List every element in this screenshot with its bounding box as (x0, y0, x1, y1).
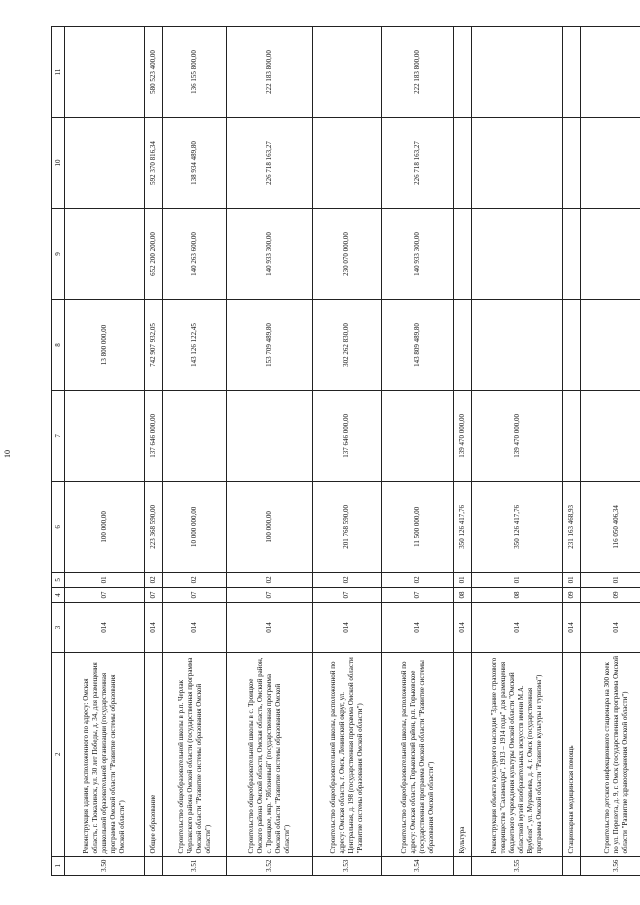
value-cell (227, 390, 312, 481)
value-cell (454, 27, 472, 118)
table-row (227, 27, 312, 876)
table-row (562, 27, 580, 876)
value-cell: 01 (454, 572, 472, 587)
row-name-cell: Строительство общеобразовательной школы, расположенной по адресу: Омская область, г. Омск, Ленинский округ, ул. Центральная, д. 198 (государственная программа Омской области "Развитие системы образования Омской области") (312, 652, 382, 856)
row-name-cell: Строительство общеобразовательной школы в с. Троицкое Омского района Омской области, Омская область, Омский район, с. Троицкое, мкр. "Яблоневый" (государственная программа Омской области "Развитие системы образования Омской области") (227, 652, 312, 856)
row-number-cell: 3.51 (162, 856, 226, 875)
value-cell: 13 800 000,00 (65, 299, 145, 390)
value-cell: 01 (472, 572, 562, 587)
value-cell: 231 163 468,93 (562, 481, 580, 572)
col-header: 1 (52, 856, 65, 875)
value-cell (580, 390, 640, 481)
value-cell: 08 (472, 587, 562, 602)
value-cell: 01 (562, 572, 580, 587)
value-cell (562, 27, 580, 118)
value-cell (312, 118, 382, 209)
col-header: 8 (52, 299, 65, 390)
budget-table (51, 26, 640, 876)
row-number-cell: 3.52 (227, 856, 312, 875)
value-cell: 143 126 122,45 (162, 299, 226, 390)
value-cell: 143 809 489,80 (382, 299, 454, 390)
value-cell: 014 (162, 603, 226, 653)
value-cell (382, 390, 454, 481)
row-name-cell: Общее образование (144, 652, 162, 856)
table-row (312, 27, 382, 876)
value-cell: 742 907 932,05 (144, 299, 162, 390)
value-cell: 153 709 489,80 (227, 299, 312, 390)
value-cell (65, 118, 145, 209)
row-name-cell: Реконструкция объекта культурного наследия "Здание страхового товарищества "Саламандра", 1913 – 1914 годы" для размещения бюджетного учреждения культуры Омской области "Омский областной музей изобразительных искусств имени М.А. Врубеля", ул. Муравьева, д. 4, г. Омск (государственная программа Омской области "Развитие культуры и туризма") (472, 652, 562, 856)
value-cell: 100 000,00 (65, 481, 145, 572)
table-row (65, 27, 145, 876)
value-cell: 014 (580, 603, 640, 653)
value-cell: 02 (382, 572, 454, 587)
row-number-cell: 3.54 (382, 856, 454, 875)
value-cell: 08 (454, 587, 472, 602)
value-cell (580, 118, 640, 209)
row-number-cell: 3.53 (312, 856, 382, 875)
row-name-cell: Стационарная медицинская помощь (562, 652, 580, 856)
value-cell: 014 (65, 603, 145, 653)
value-cell: 07 (312, 587, 382, 602)
value-cell: 140 933 300,00 (382, 209, 454, 300)
value-cell (580, 209, 640, 300)
table-row (144, 27, 162, 876)
row-number-cell (562, 856, 580, 875)
budget-table-sheet (51, 26, 640, 876)
value-cell: 116 050 406,34 (580, 481, 640, 572)
value-cell: 592 370 816,34 (144, 118, 162, 209)
value-cell: 09 (580, 587, 640, 602)
row-number-cell: 3.56 (580, 856, 640, 875)
value-cell: 140 933 300,00 (227, 209, 312, 300)
value-cell: 014 (454, 603, 472, 653)
col-header: 4 (52, 587, 65, 602)
table-row (162, 27, 226, 876)
col-header: 5 (52, 572, 65, 587)
row-name-cell: Реконструкция здания, расположенного по адресу: Омская область, г. Тюкалинск, ул. 30 лет Победы, д. 34, для размещения дошкольной образовательной организации (государственная программа Омской области "Развитие системы образования Омской области") (65, 652, 145, 856)
row-number-cell: 3.50 (65, 856, 145, 875)
header-row (52, 27, 65, 876)
value-cell (562, 209, 580, 300)
value-cell: 137 646 000,00 (312, 390, 382, 481)
value-cell (562, 390, 580, 481)
row-number-cell (144, 856, 162, 875)
value-cell: 014 (382, 603, 454, 653)
value-cell: 02 (162, 572, 226, 587)
value-cell (454, 299, 472, 390)
col-header: 6 (52, 481, 65, 572)
value-cell: 07 (227, 587, 312, 602)
value-cell: 136 155 800,00 (162, 27, 226, 118)
value-cell: 100 000,00 (227, 481, 312, 572)
value-cell: 01 (580, 572, 640, 587)
value-cell: 02 (312, 572, 382, 587)
value-cell (562, 118, 580, 209)
value-cell: 222 183 800,00 (382, 27, 454, 118)
value-cell: 652 200 200,00 (144, 209, 162, 300)
table-row (382, 27, 454, 876)
value-cell (472, 209, 562, 300)
value-cell (65, 390, 145, 481)
col-header: 2 (52, 652, 65, 856)
value-cell: 07 (162, 587, 226, 602)
value-cell (472, 299, 562, 390)
value-cell: 140 263 600,00 (162, 209, 226, 300)
value-cell: 014 (227, 603, 312, 653)
page-number: 10 (3, 450, 12, 458)
value-cell: 139 470 000,00 (454, 390, 472, 481)
value-cell (454, 209, 472, 300)
value-cell: 226 718 163,27 (382, 118, 454, 209)
value-cell (580, 299, 640, 390)
value-cell: 014 (312, 603, 382, 653)
value-cell: 350 126 417,76 (454, 481, 472, 572)
value-cell: 014 (562, 603, 580, 653)
value-cell: 07 (65, 587, 145, 602)
value-cell: 01 (65, 572, 145, 587)
value-cell (580, 27, 640, 118)
value-cell (312, 27, 382, 118)
col-header: 3 (52, 603, 65, 653)
table-row (454, 27, 472, 876)
value-cell: 014 (472, 603, 562, 653)
col-header: 11 (52, 27, 65, 118)
col-header: 9 (52, 209, 65, 300)
value-cell: 201 768 590,00 (312, 481, 382, 572)
row-name-cell: Культура (454, 652, 472, 856)
value-cell: 139 470 000,00 (472, 390, 562, 481)
value-cell (562, 299, 580, 390)
value-cell: 07 (144, 587, 162, 602)
value-cell (472, 118, 562, 209)
value-cell (65, 209, 145, 300)
value-cell: 138 934 489,80 (162, 118, 226, 209)
value-cell: 302 262 830,00 (312, 299, 382, 390)
value-cell (454, 118, 472, 209)
col-header: 7 (52, 390, 65, 481)
value-cell: 07 (382, 587, 454, 602)
value-cell: 09 (562, 587, 580, 602)
col-header: 10 (52, 118, 65, 209)
value-cell: 02 (144, 572, 162, 587)
value-cell: 350 126 417,76 (472, 481, 562, 572)
value-cell: 11 500 000,00 (382, 481, 454, 572)
table-row (472, 27, 562, 876)
table-row (580, 27, 640, 876)
value-cell: 580 523 400,00 (144, 27, 162, 118)
value-cell: 226 718 163,27 (227, 118, 312, 209)
row-name-cell: Строительство общеобразовательной школы, расположенной по адресу: Омская область, Горьковский район, р.п. Горьковское (государственная программа Омской области "Развитие системы образования Омской области") (382, 652, 454, 856)
value-cell: 137 646 000,00 (144, 390, 162, 481)
value-cell: 02 (227, 572, 312, 587)
value-cell: 10 000 000,00 (162, 481, 226, 572)
value-cell (65, 27, 145, 118)
row-name-cell: Строительство общеобразовательной школы в р.п. Черлак Черлакского района Омской области (государственная программа Омской области "Развитие системы образования Омской области") (162, 652, 226, 856)
value-cell: 222 183 800,00 (227, 27, 312, 118)
row-number-cell: 3.55 (472, 856, 562, 875)
value-cell: 230 070 000,00 (312, 209, 382, 300)
row-name-cell: Строительство детского инфекционного стационара на 300 коек по ул. Перелета, д. 9, г. Омск (государственная программа Омской области "Развитие здравоохранения Омской области") (580, 652, 640, 856)
row-number-cell (454, 856, 472, 875)
value-cell: 014 (144, 603, 162, 653)
value-cell (162, 390, 226, 481)
value-cell (472, 27, 562, 118)
value-cell: 223 368 590,00 (144, 481, 162, 572)
